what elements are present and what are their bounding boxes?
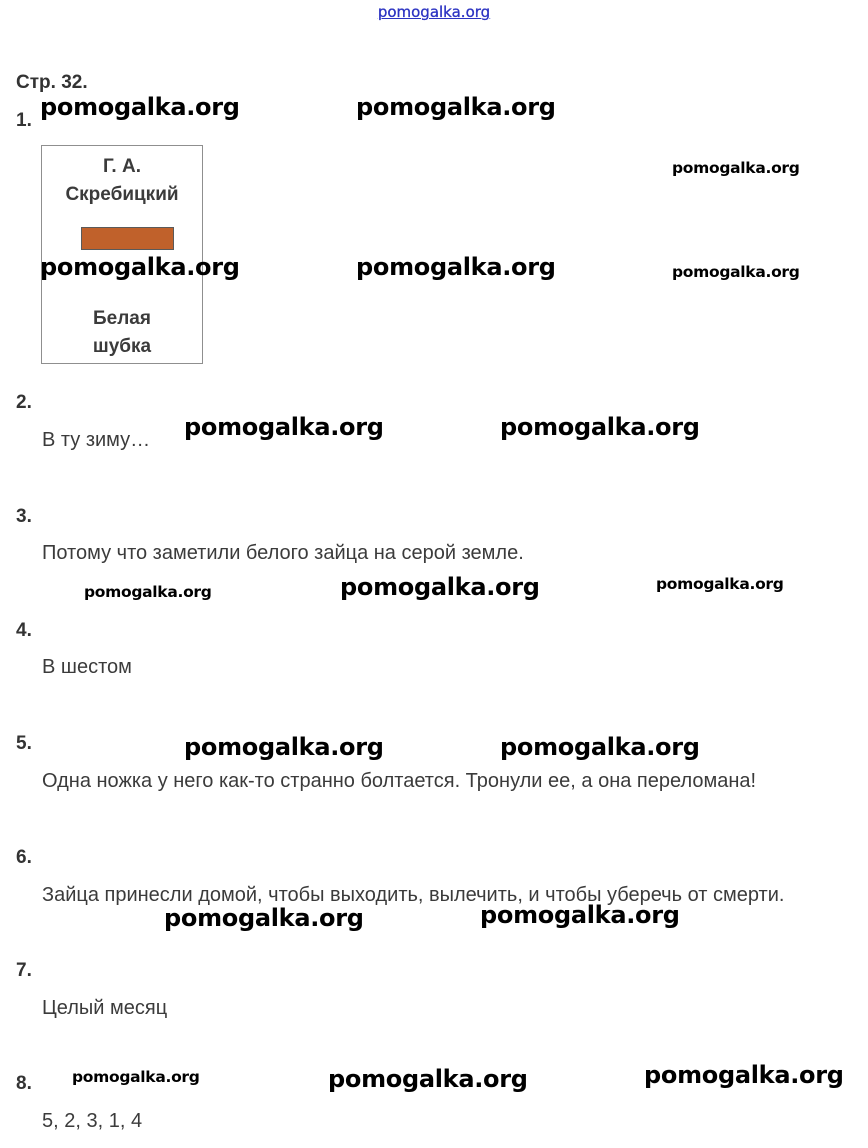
watermark-text: pomogalka.org [480,901,680,929]
watermark-text: pomogalka.org [500,413,700,441]
question-4-number: 4. [16,620,32,641]
question-4-answer: В шестом [42,656,132,678]
question-7-answer: Целый месяц [42,997,168,1019]
watermark-text: pomogalka.org [672,159,800,177]
watermark-text: pomogalka.org [40,253,240,281]
watermark-text: pomogalka.org [328,1065,528,1093]
watermark-text: pomogalka.org [500,733,700,761]
watermark-text: pomogalka.org [656,575,784,593]
question-6-number: 6. [16,847,32,868]
question-2-number: 2. [16,392,32,413]
page-number-heading: Стр. 32. [16,72,88,93]
watermark-text: pomogalka.org [184,413,384,441]
watermark-text: pomogalka.org [164,904,364,932]
watermark-text: pomogalka.org [84,583,212,601]
watermark-text: pomogalka.org [356,253,556,281]
book-cover-author: Г. А. Скребицкий [65,156,179,205]
watermark-text: pomogalka.org [644,1061,844,1089]
watermark-text: pomogalka.org [72,1068,200,1086]
watermark-text: pomogalka.org [40,93,240,121]
question-5-answer: Одна ножка у него как-то странно болтается. Тронули ее, а она переломана! [42,770,757,792]
book-cover-title: Белая шубка [92,308,152,357]
watermark-text: pomogalka.org [356,93,556,121]
question-3-number: 3. [16,506,32,527]
question-1-number: 1. [16,110,32,131]
watermark-text: pomogalka.org [184,733,384,761]
watermark-text: pomogalka.org [672,263,800,281]
book-cover-color-strip [81,227,174,250]
site-header-link[interactable]: pomogalka.org [377,3,491,21]
question-2-answer: В ту зиму… [42,429,151,451]
question-5-number: 5. [16,733,32,754]
watermark-text: pomogalka.org [340,573,540,601]
question-3-answer: Потому что заметили белого зайца на серой земле. [42,542,524,564]
question-8-number: 8. [16,1073,32,1094]
question-7-number: 7. [16,960,32,981]
question-8-answer: 5, 2, 3, 1, 4 [42,1110,143,1132]
question-6-answer: Зайца принесли домой, чтобы выходить, вылечить, и чтобы уберечь от смерти. [42,884,785,906]
